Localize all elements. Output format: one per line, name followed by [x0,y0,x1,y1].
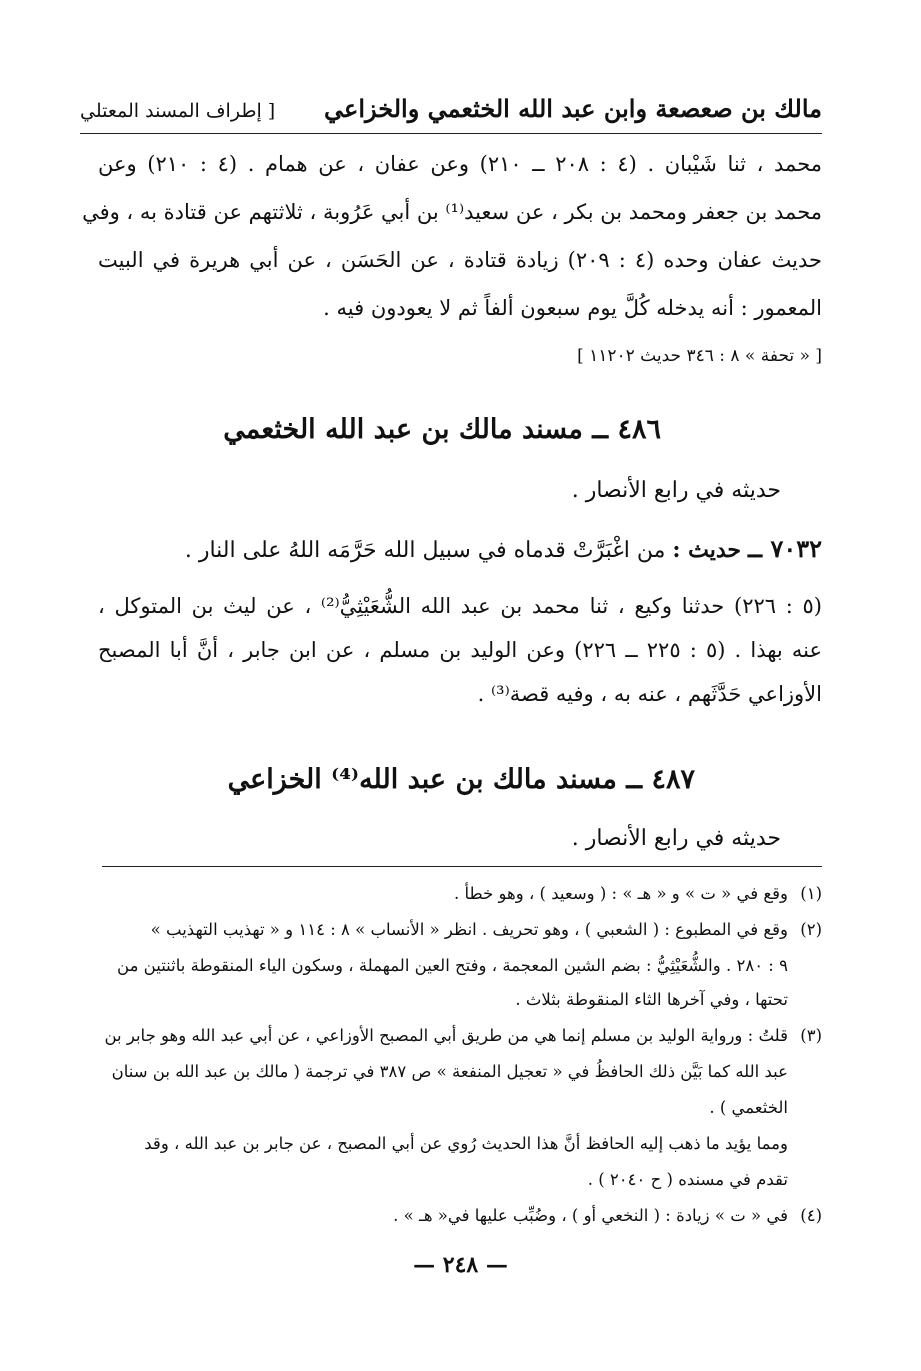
footnote-line: عبد الله كما بَيَّن ذلك الحافظُ في « تعجيل المنفعة » ص ٣٨٧ في ترجمة ( مالك بن عبد الله بن سنان [111,1062,788,1081]
hadith-text: من اغْبَرَّتْ قدماه في سبيل الله حَرَّمَه اللهُ على النار . [184,538,666,563]
footnote-line: تقدم في مسنده ( ح ٢٠٤٠ ) . [587,1170,788,1189]
footnote-line: تحتها ، وفي آخرها الثاء المنقوطة بثلاث . [515,990,788,1009]
body-line: محمد بن جعفر ومحمد بن بكر ، عن سعيد⁽¹⁾ بن أبي عَرُوبة ، ثلاثتهم عن قتادة به ، وفي [82,200,822,224]
footnote: (٤)في « ت » زيادة : ( النخعي أو ) ، وضُبِّب عليها في« هـ » . [393,1206,822,1225]
footnote-line: الخثعمي ) . [709,1098,788,1117]
footnote: (١)وقع في « ت » و « هـ » : ( وسعيد ) ، وهو خطأ . [454,884,822,903]
footnote: (٢)وقع في المطبوع : ( الشعبي ) ، وهو تحريف . انظر « الأنساب » ٨ : ١١٤ و « تهذيب التهذيب » [150,920,822,939]
body-line: محمد ، ثنا شَيْبان . (٤ : ٢٠٨ ــ ٢١٠) وعن عفان ، عن همام . (٤ : ٢١٠) وعن [98,152,822,176]
hadith-keyword: حديث : [672,537,742,563]
footnote-line: ومما يؤيد ما ذهب إليه الحافظ أنَّ هذا الحديث رُوي عن أبي المصبح ، عن جابر بن عبد الله ، وقد [144,1134,788,1153]
body-line: (٥ : ٢٢٦) حدثنا وكيع ، ثنا محمد بن عبد الله الشُّعَيْثِيُّ⁽²⁾ ، عن ليث بن المتوكل ، [98,594,822,618]
body-line: المعمور : أنه يدخله كُلَّ يوم سبعون ألفاً ثم لا يعودون فيه . [323,296,822,320]
page-number: — ٢٤٨ — [413,1252,508,1278]
footnote-line: ٩ : ٢٨٠ . والشُّعَيْثِيُّ : بضم الشين المعجمة ، وفتح العين المهملة ، وسكون الياء المنقوطة باثنتين من [117,956,788,975]
section-subheading: حديثه في رابع الأنصار . [571,478,781,503]
footnote: (٣)قلتُ : ورواية الوليد بن مسلم إنما هي من طريق أبي المصبح الأوزاعي ، عن أبي عبد الله وهو جابر بن [104,1026,822,1045]
body-line: الأوزاعي حَدَّثَهم ، عنه به ، وفيه قصة⁽³⁾ . [477,682,822,706]
header-divider [80,133,822,134]
section-heading: ٤٨٦ ــ مسند مالك بن عبد الله الخثعمي [223,414,661,445]
reference-note: [ « تحفة » ٨ : ٣٤٦ حديث ١١٢٠٢ ] [577,346,822,366]
hadith-line [185,534,822,563]
book-title: [ إطراف المسند المعتلي [80,100,276,122]
chapter-title: مالك بن صعصعة وابن عبد الله الخثعمي والخزاعي [324,94,822,123]
body-line: عنه بهذا . (٥ : ٢٢٥ ــ ٢٢٦) وعن الوليد بن مسلم ، عن ابن جابر ، أنَّ أبا المصبح [98,638,822,662]
section-subheading: حديثه في رابع الأنصار . [571,826,781,851]
body-line: حديث عفان وحده (٤ : ٢٠٩) زيادة قتادة ، عن الحَسَن ، عن أبي هريرة في البيت [98,248,822,272]
section-heading: ٤٨٧ ــ مسند مالك بن عبد الله⁽⁴⁾ الخزاعي [227,764,695,795]
hadith-number: ٧٠٣٢ ــ [748,534,822,563]
footnote-divider [102,866,822,867]
running-header [80,92,822,132]
